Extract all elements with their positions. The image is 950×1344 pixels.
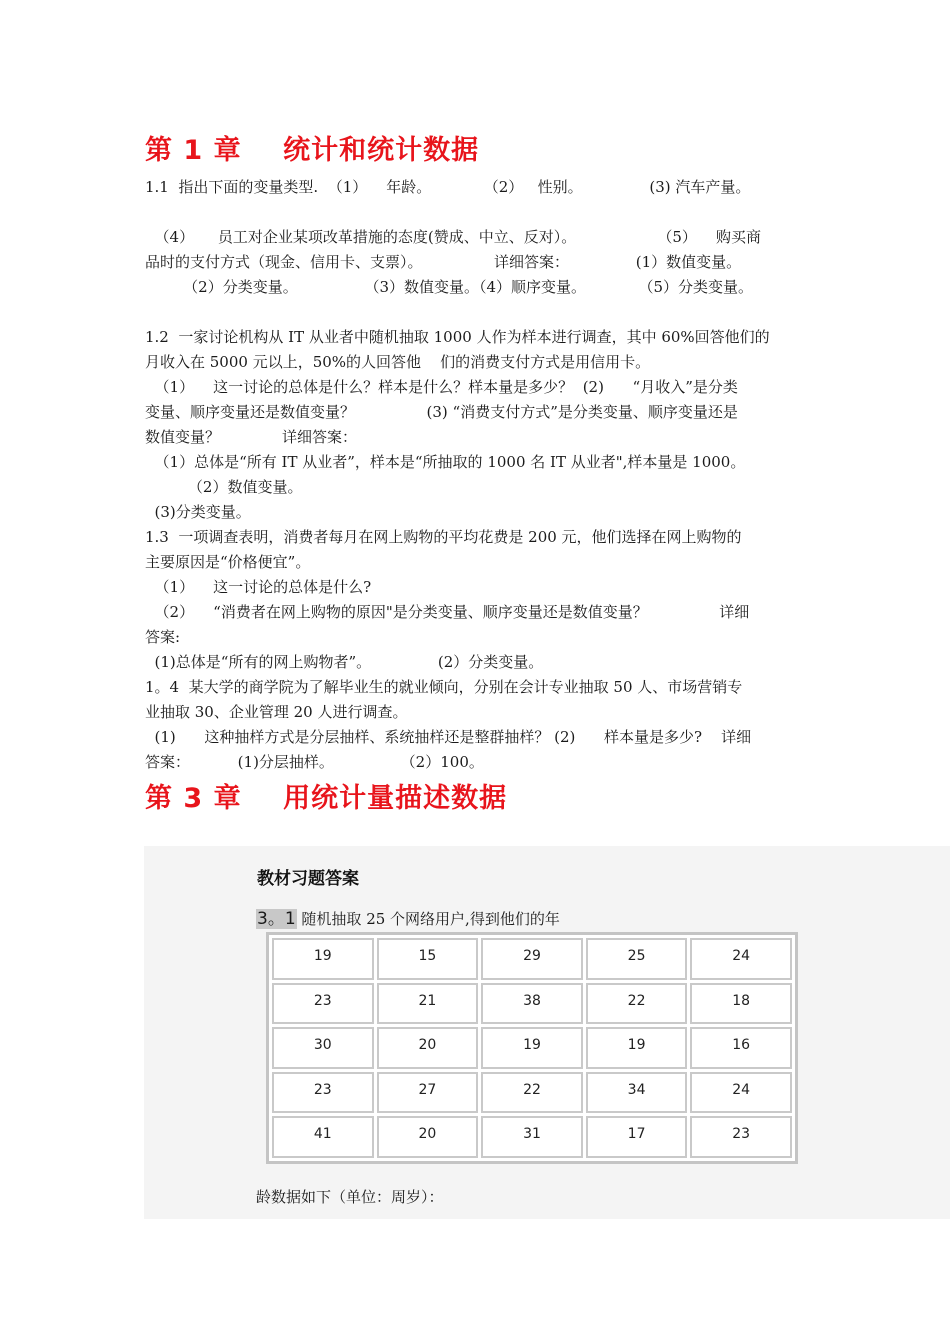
text-line: （1）总体是“所有 IT 从业者”，样本是“所抽取的 1000 名 IT 从业者",样本量是 1000。 <box>145 453 746 471</box>
question-3-1 <box>256 908 560 930</box>
text-line: （2）分类变量。 （3）数值变量。（4）顺序变量。 （5）分类变量。 <box>145 278 754 296</box>
text-line: 1.3 一项调查表明，消费者每月在网上购物的平均花费是 200 元，他们选择在网上购物的 <box>145 528 742 546</box>
text-line: 主要原因是“价格便宜”。 <box>145 553 311 571</box>
age-cell: 23 <box>272 1072 374 1114</box>
age-cell: 16 <box>690 1027 792 1069</box>
text-line: （1） 这一讨论的总体是什么? <box>145 578 372 596</box>
age-cell: 20 <box>377 1116 479 1158</box>
age-cell: 24 <box>690 1072 792 1114</box>
chapter-1-title: 第 1 章 统计和统计数据 <box>145 135 480 166</box>
age-data-note: 龄数据如下（单位：周岁）： <box>256 1188 444 1206</box>
text-line: (3)分类变量。 <box>145 503 251 521</box>
age-cell: 24 <box>690 938 792 980</box>
text-line: 答案： (1)分层抽样。 （2）100。 <box>145 753 484 771</box>
text-line: 1.2 一家讨论机构从 IT 从业者中随机抽取 1000 人作为样本进行调查，其中 60%回答他们的 <box>145 328 770 346</box>
age-cell: 21 <box>377 983 479 1025</box>
age-cell: 34 <box>586 1072 688 1114</box>
text-line: （2）数值变量。 <box>145 478 303 496</box>
age-cell: 19 <box>272 938 374 980</box>
age-cell: 22 <box>586 983 688 1025</box>
text-line: (1)总体是“所有的网上购物者”。 (2）分类变量。 <box>145 653 544 671</box>
text-line: 1。4 某大学的商学院为了解毕业生的就业倾向，分别在会计专业抽取 50 人、市场营销专 <box>145 678 743 696</box>
age-cell: 23 <box>690 1116 792 1158</box>
panel-heading: 教材习题答案 <box>257 869 359 889</box>
age-cell: 18 <box>690 983 792 1025</box>
age-cell: 22 <box>481 1072 583 1114</box>
answer-panel <box>144 846 950 1219</box>
age-cell: 19 <box>481 1027 583 1069</box>
age-cell: 38 <box>481 983 583 1025</box>
age-cell: 29 <box>481 938 583 980</box>
text-line: （2） “消费者在网上购物的原因"是分类变量、顺序变量还是数值变量？ 详细 <box>145 603 750 621</box>
age-cell: 20 <box>377 1027 479 1069</box>
text-line: （1） 这一讨论的总体是什么？样本是什么？样本量是多少？ (2) “月收入”是分类 <box>145 378 738 396</box>
question-number-highlight: 3。1 <box>257 909 296 929</box>
text-line: 1.1 指出下面的变量类型. （1） 年龄。 （2） 性别。 (3) 汽车产量。 <box>145 178 751 196</box>
text-line: 数值变量？ 详细答案： <box>145 428 357 446</box>
age-cell: 17 <box>586 1116 688 1158</box>
text-line: 答案: <box>145 628 181 646</box>
age-cell: 41 <box>272 1116 374 1158</box>
question-3-1-text: 随机抽取 25 个网络用户,得到他们的年 <box>301 910 560 928</box>
age-data-table <box>266 932 798 1164</box>
text-line: 变量、顺序变量还是数值变量？ (3) “消费支付方式”是分类变量、顺序变量还是 <box>145 403 738 421</box>
age-cell: 27 <box>377 1072 479 1114</box>
age-cell: 19 <box>586 1027 688 1069</box>
text-line: (1) 这种抽样方式是分层抽样、系统抽样还是整群抽样？ (2) 样本量是多少? 详细 <box>145 728 752 746</box>
age-cell: 30 <box>272 1027 374 1069</box>
age-cell: 23 <box>272 983 374 1025</box>
text-line: 月收入在 5000 元以上，50%的人回答他 们的消费支付方式是用信用卡。 <box>145 353 651 371</box>
age-cell: 15 <box>377 938 479 980</box>
chapter-3-title: 第 3 章 用统计量描述数据 <box>145 783 508 814</box>
age-cell: 31 <box>481 1116 583 1158</box>
text-line: （4） 员工对企业某项改革措施的态度(赞成、中立、反对）。 （5） 购买商 <box>145 228 761 246</box>
age-cell: 25 <box>586 938 688 980</box>
text-line: 品时的支付方式（现金、信用卡、支票）。 详细答案： (1）数值变量。 <box>145 253 742 271</box>
text-line: 业抽取 30、企业管理 20 人进行调查。 <box>145 703 408 721</box>
